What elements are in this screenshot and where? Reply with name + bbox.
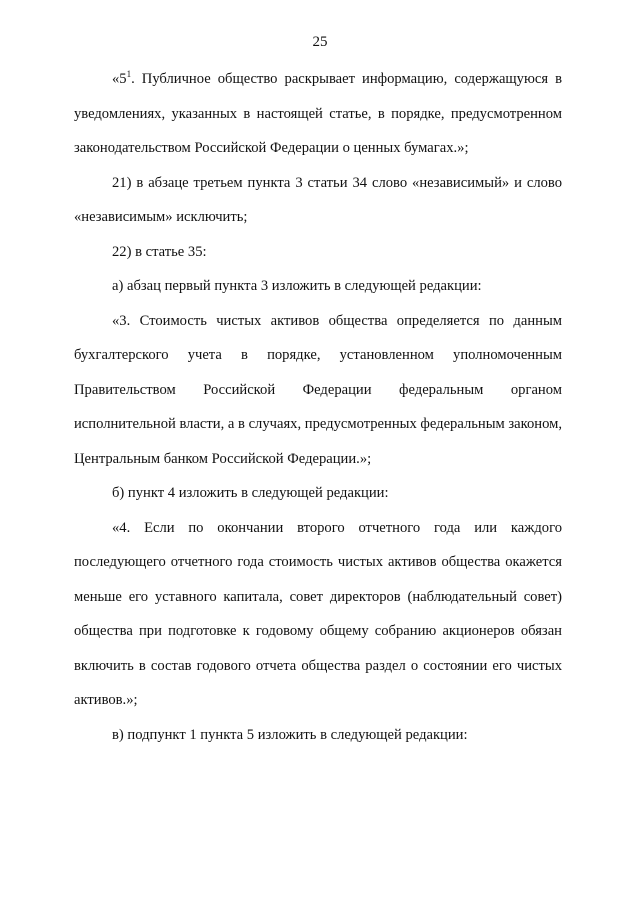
page-number: 25 [312,34,328,50]
paragraph-prefix: «5 [112,71,127,87]
paragraph-subitem-v: в) подпункт 1 пункта 5 изложить в следующей редакции: [112,726,468,743]
document-body [74,62,562,752]
paragraph-subitem-a: а) абзац первый пункта 3 изложить в следующей редакции: [112,278,482,294]
paragraph-public-company-disclosure [74,62,562,166]
paragraph-point-3-text: «3. Стоимость чистых активов общества определяется по данным бухгалтерского учета в порядке, установленном уполномоченным Правительством Российской Федерации федеральным органом исполнительной власти, а в случаях, предусмотренных федеральным законом, Центральным банком Российской Федерации.»; [74,312,562,467]
paragraph-item-21: 21) в абзаце третьем пункта 3 статьи 34 слово «независимый» и слово «независимым» исключить; [74,174,562,225]
paragraph-item-22: 22) в статье 35: [112,243,207,260]
superscript-number: 1 [126,69,132,79]
paragraph-subitem-b: б) пункт 4 изложить в следующей редакции: [112,485,389,501]
paragraph-point-4-text: «4. Если по окончании второго отчетного года или каждого последующего отчетного года стоимость чистых активов общества окажется меньше его уставного капитала, совет директоров (наблюдательный совет) общества при подготовке к годовому общему собранию акционеров обязан включить в состав годового отчета общества раздел о состоянии его чистых активов.»; [74,519,562,708]
paragraph-text: . Публичное общество раскрывает информацию, содержащуюся в уведомлениях, указанных в настоящей статье, в порядке, предусмотренном законодательством Российской Федерации о ценных бумагах.»; [74,71,562,156]
